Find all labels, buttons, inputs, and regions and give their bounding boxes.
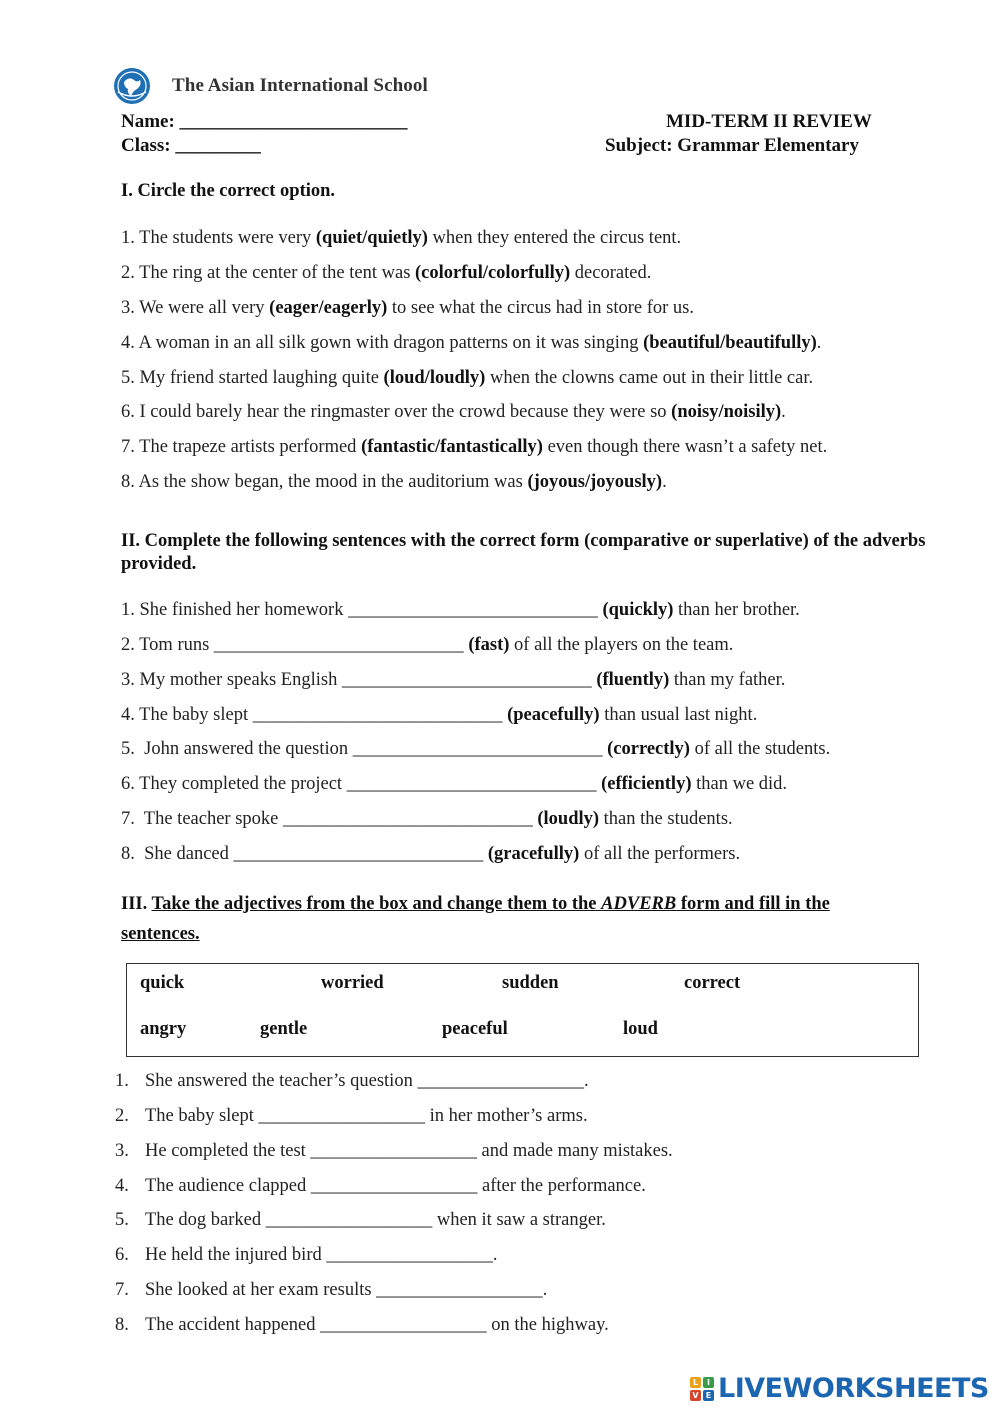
class-field[interactable]: Class: _________ [121, 135, 261, 156]
box-word: peaceful [442, 1019, 508, 1039]
school-globe-logo-icon [112, 66, 152, 106]
box-word: gentle [260, 1019, 308, 1039]
s3-item-7[interactable]: 7. She looked at her exam results __________________. [115, 1280, 548, 1300]
s2-item-2[interactable]: 2. Tom runs ___________________________ (fast) of all the players on the team. [121, 635, 734, 655]
s2-item-6[interactable]: 6. They completed the project ___________________________ (efficiently) than we did. [121, 774, 788, 794]
liveworksheets-blocks-icon: L I V E [690, 1377, 714, 1401]
s3-item-3[interactable]: 3. He completed the test __________________ and made many mistakes. [115, 1141, 673, 1161]
s1-option-4[interactable]: (beautiful/beautifully) [643, 333, 817, 353]
s3-item-2[interactable]: 2. The baby slept __________________ in her mother’s arms. [115, 1106, 588, 1126]
s1-option-6[interactable]: (noisy/noisily) [671, 402, 782, 422]
s2-item-7[interactable]: 7. The teacher spoke ___________________________ (loudly) than the students. [121, 809, 733, 829]
box-word: worried [321, 973, 384, 993]
box-word: sudden [502, 973, 559, 993]
subject-label: Subject: Grammar Elementary [605, 135, 859, 156]
section2-heading: II. Complete the following sentences with the correct form (comparative or superlative) of the adverbs provided. [121, 531, 926, 574]
box-word: angry [140, 1019, 187, 1039]
s1-item-3: 3. We were all very (eager/eagerly) to see what the circus had in store for us. [121, 298, 695, 318]
s1-item-1: 1. The students were very (quiet/quietly) when they entered the circus tent. [121, 228, 682, 248]
s1-option-5[interactable]: (loud/loudly) [383, 368, 486, 388]
box-word: loud [623, 1019, 658, 1039]
s2-item-5[interactable]: 5. John answered the question ___________________________ (correctly) of all the students. [121, 739, 831, 759]
s1-option-7[interactable]: (fantastic/fantastically) [361, 437, 543, 457]
box-word: correct [684, 973, 741, 993]
s1-item-4: 4. A woman in an all silk gown with dragon patterns on it was singing (beautiful/beautifully). [121, 333, 822, 353]
s1-option-2[interactable]: (colorful/colorfully) [415, 263, 571, 283]
liveworksheets-brand-text: LIVEWORKSHEETS [718, 1373, 989, 1404]
review-title: MID-TERM II REVIEW [666, 111, 872, 132]
box-word: quick [140, 973, 185, 993]
section1-heading: I. Circle the correct option. [121, 181, 336, 201]
s3-item-6[interactable]: 6. He held the injured bird __________________. [115, 1245, 498, 1265]
s1-item-7: 7. The trapeze artists performed (fantastic/fantastically) even though there wasn’t a safety net. [121, 437, 828, 457]
s3-item-8[interactable]: 8. The accident happened __________________ on the highway. [115, 1315, 609, 1335]
liveworksheets-logo[interactable] [690, 1373, 989, 1404]
s3-item-1[interactable]: 1. She answered the teacher’s question __________________. [115, 1071, 589, 1091]
s3-item-5[interactable]: 5. The dog barked __________________ when it saw a stranger. [115, 1210, 606, 1230]
section3-heading: III. Take the adjectives from the box and change them to the ADVERB form and fill in the [121, 894, 830, 914]
school-name: The Asian International School [172, 75, 428, 96]
s1-item-8: 8. As the show began, the mood in the auditorium was (joyous/joyously). [121, 472, 667, 492]
section3-heading-line2: sentences. [121, 924, 200, 944]
s3-item-4[interactable]: 4. The audience clapped __________________ after the performance. [115, 1176, 646, 1196]
s2-item-4[interactable]: 4. The baby slept ___________________________ (peacefully) than usual last night. [121, 705, 758, 725]
s2-item-3[interactable]: 3. My mother speaks English ___________________________ (fluently) than my father. [121, 670, 786, 690]
s1-item-6: 6. I could barely hear the ringmaster over the crowd because they were so (noisy/noisily). [121, 402, 786, 422]
s1-item-5: 5. My friend started laughing quite (loud/loudly) when the clowns came out in their little car. [121, 368, 814, 388]
s1-item-2: 2. The ring at the center of the tent was (colorful/colorfully) decorated. [121, 263, 652, 283]
s1-option-8[interactable]: (joyous/joyously) [527, 472, 663, 492]
s2-item-1[interactable]: 1. She finished her homework ___________________________ (quickly) than her brother. [121, 600, 800, 620]
s2-item-8[interactable]: 8. She danced ___________________________ (gracefully) of all the performers. [121, 844, 741, 864]
s1-option-1[interactable]: (quiet/quietly) [315, 228, 428, 248]
s1-option-3[interactable]: (eager/eagerly) [269, 298, 388, 318]
school-header [112, 66, 428, 106]
name-field[interactable]: Name: ________________________ [121, 111, 408, 132]
